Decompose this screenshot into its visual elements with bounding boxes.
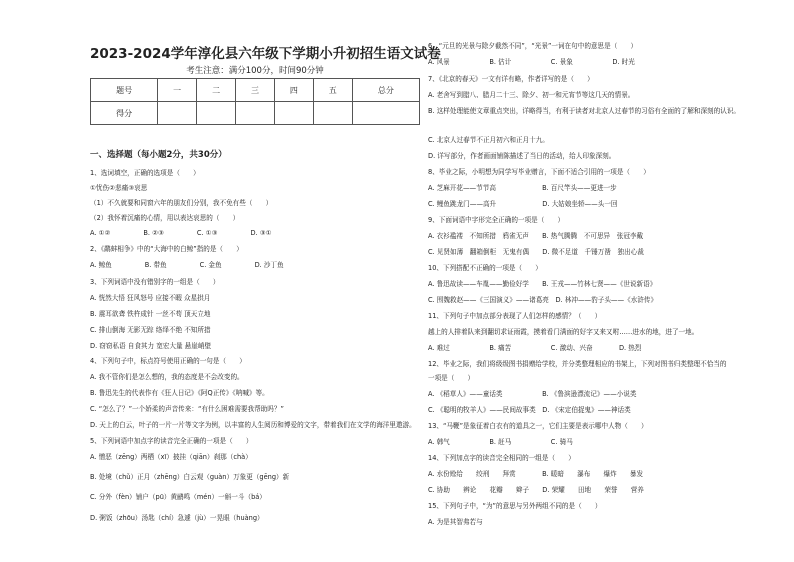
question-line: A. 《稻草人》——童话类 B. 《鲁滨逊漂流记》——小说类 bbox=[428, 390, 637, 398]
question-line: D. 详写部分，作者画面铺陈描述了当日的活动，给人印象深刻。 bbox=[428, 152, 616, 160]
question-line: 15、下列句子中，“为”的意思与另外两组不同的是（ ） bbox=[428, 502, 602, 510]
score-cell: 得分 bbox=[91, 102, 158, 125]
section-heading: 一、选择题（每小题2分，共30分） bbox=[90, 150, 227, 160]
question-line: 12、毕业之际，我们将级级图书捐赠给学校，并分类整理相应的书架上，下列对图书归类整理不恰当的 bbox=[428, 360, 727, 368]
question-line: 7、《北京的春天》一文有详有略，作者详写的是（ ） bbox=[428, 75, 594, 83]
question-line: A. 衣衫褴褛 不知所措 鸦雀无声 B. 热气腾腾 不可思异 张冠李戴 bbox=[428, 232, 644, 240]
question-line: 10、下列搭配不正确的一项是（ ） bbox=[428, 264, 542, 272]
question-line: C. 北京人过春节不正月初六和正月十九。 bbox=[428, 136, 549, 144]
question-line: A. 芝麻开花——节节高 B. 百尺竿头——更进一步 bbox=[428, 184, 617, 192]
question-line: 9、下面词语中字形完全正确的一项是（ ） bbox=[428, 216, 565, 224]
question-line: C. 《聪明的牧羊人》——民间故事类 D. 《宋定伯捉鬼》——神话类 bbox=[428, 406, 631, 414]
score-table bbox=[90, 78, 420, 125]
question-line: B. 处境（chǔ）正月（zhēng）白云观（guàn）万象更（gēng）新 bbox=[90, 473, 290, 481]
score-table-row bbox=[91, 79, 420, 102]
question-line: D. 窃窃私语 自食其力 宽宏大量 悬崖峭壁 bbox=[90, 342, 212, 350]
question-line: 越上的人排着队来到翻切求证雨霞，摸着看门满面的好字又来又咐……进水的地，进了一地。 bbox=[428, 328, 699, 336]
question-line: 14、下列加点字的读音完全相同的一组是（ ） bbox=[428, 454, 575, 462]
score-cell[interactable] bbox=[158, 102, 197, 125]
question-line: A. ①② B. ②③ C. ①③ D. ③① bbox=[90, 229, 272, 237]
question-line: A. 难过 B. 痛苦 C. 激动、兴奋 D. 热烈 bbox=[428, 344, 642, 352]
question-line: B. 鲁迅先生的代表作有《狂人日记》《阿Q正传》《呐喊》等。 bbox=[90, 389, 269, 397]
question-line: 2、《鹬蚌相争》中的“大海中的白鲸”指的是（ ） bbox=[90, 245, 243, 253]
question-line: 3、下列词语中没有错别字的一组是（ ） bbox=[90, 278, 220, 286]
question-line: A. 鲸鱼 B. 带鱼 C. 金鱼 D. 沙丁鱼 bbox=[90, 261, 284, 269]
question-line: D. 粥饭（zhōu）汤匙（chí）急遽（jù）一晃眼（huàng） bbox=[90, 514, 264, 522]
score-cell[interactable] bbox=[313, 102, 352, 125]
score-cell[interactable] bbox=[352, 102, 419, 125]
score-cell: 二 bbox=[197, 79, 236, 102]
question-line: A. 为是其智弗若与 bbox=[428, 518, 483, 526]
question-line: 4、下列句子中，标点符号使用正确的一句是（ ） bbox=[90, 357, 246, 365]
question-line: B. 这样处理能使文章重点突出，详略得当，有利于读者对北京人过春节的习俗有全面的了解和深刻的认识。 bbox=[428, 107, 741, 115]
question-line: 13、“马鞭”是象征着白衣有的道具之一，它们主要是表示哪中人物（ ） bbox=[428, 422, 648, 430]
question-line: （2）我怀着沉痛的心情，用以表达哀思的（ ） bbox=[90, 214, 240, 222]
score-cell: 三 bbox=[236, 79, 275, 102]
question-line: 5、下列词语中加点字的读音完全正确的一项是（ ） bbox=[90, 437, 253, 445]
question-line: C. 鲤鱼跳龙门——高升 D. 大姑娘坐轿——头一回 bbox=[428, 200, 618, 208]
question-line: 8、毕业之际，小明想为同学写毕业赠言，下面不适合引用的一项是（ ） bbox=[428, 168, 650, 176]
score-cell: 题号 bbox=[91, 79, 158, 102]
question-line: A. 憎恶（zēng）两栖（xī）披挂（qiān）刹那（chà） bbox=[90, 453, 252, 461]
score-cell: 四 bbox=[274, 79, 313, 102]
question-line: 6、“元旦的光景与除夕截然不同”，“光景”一词在句中的意思是（ ） bbox=[428, 42, 638, 50]
score-cell: 五 bbox=[313, 79, 352, 102]
question-line: A. 水份赊给 绞刑 拜赏 B. 暖暗 瀑布 爆炸 暴发 bbox=[428, 470, 644, 478]
question-line: 一项是（ ） bbox=[428, 374, 475, 382]
question-line: C. 排山倒海 无影无踪 络绎不绝 不知所措 bbox=[90, 326, 211, 334]
question-line: 11、下列句子中加点部分表现了人们怎样的感情？（ ） bbox=[428, 312, 602, 320]
question-line: 1、选词填空，正确的选项是（ ） bbox=[90, 169, 200, 177]
question-line: C. 围魏救赵——《三国演义》——诸葛亮 D. 林冲——豹子头——《水浒传》 bbox=[428, 296, 658, 304]
score-cell: 总分 bbox=[352, 79, 419, 102]
question-line: C. 协助 辨论 花瓣 辫子 D. 荣耀 田地 荣誉 营养 bbox=[428, 486, 644, 494]
question-line: A. 我不管你们是怎么想的，我的态度是不会改变的。 bbox=[90, 373, 244, 381]
question-line: ①忧伤②悲痛③哀思 bbox=[90, 184, 148, 192]
question-line: C. 分外（fèn）铺户（pū）黄鹂鸣（mén）一斛一斗（bá） bbox=[90, 493, 266, 501]
score-cell: 一 bbox=[158, 79, 197, 102]
question-line: A. 鲁迅故读——车胤——勤俭好学 B. 王戎——竹林七贤——《世说新语》 bbox=[428, 280, 657, 288]
exam-notice: 考生注意：满分100分，时间90分钟 bbox=[186, 66, 324, 76]
question-line: C. 见贤如薄 翻箱倒柜 无鬼有偶 D. 微不足道 千锤万凿 独出心裁 bbox=[428, 248, 644, 256]
score-cell[interactable] bbox=[236, 102, 275, 125]
score-cell[interactable] bbox=[274, 102, 313, 125]
exam-title: 2023-2024学年淳化县六年级下学期小升初招生语文试卷 bbox=[90, 46, 441, 62]
question-line: A. 恍然大悟 狂风怒号 应接不暇 众星拱月 bbox=[90, 294, 211, 302]
question-line: A. 韩气 B. 赶马 C. 骑马 bbox=[428, 438, 573, 446]
score-cell[interactable] bbox=[197, 102, 236, 125]
question-line: A. 老舍写到腊八、腊月二十三、除夕、初一和元宵节等这几天的情景。 bbox=[428, 91, 635, 99]
question-line: A. 风景 B. 估计 C. 景象 D. 时光 bbox=[428, 58, 635, 66]
question-line: C. “怎么了？”一个娇柔的声音传来：“有什么困难需要我帮助吗？” bbox=[90, 405, 284, 413]
question-line: D. 天上的白云，叶子的一片一片等文字为例，以丰富的人生阅历和博爱的文字，带着我们在文学的海洋里遨游。 bbox=[90, 421, 416, 429]
question-line: （1）不久就要和同窗六年的朋友们分别，我不免有些（ ） bbox=[90, 199, 273, 207]
score-table-row bbox=[91, 102, 420, 125]
question-line: B. 震耳欲聋 铁杵成针 一丝不苟 顶天立地 bbox=[90, 310, 211, 318]
